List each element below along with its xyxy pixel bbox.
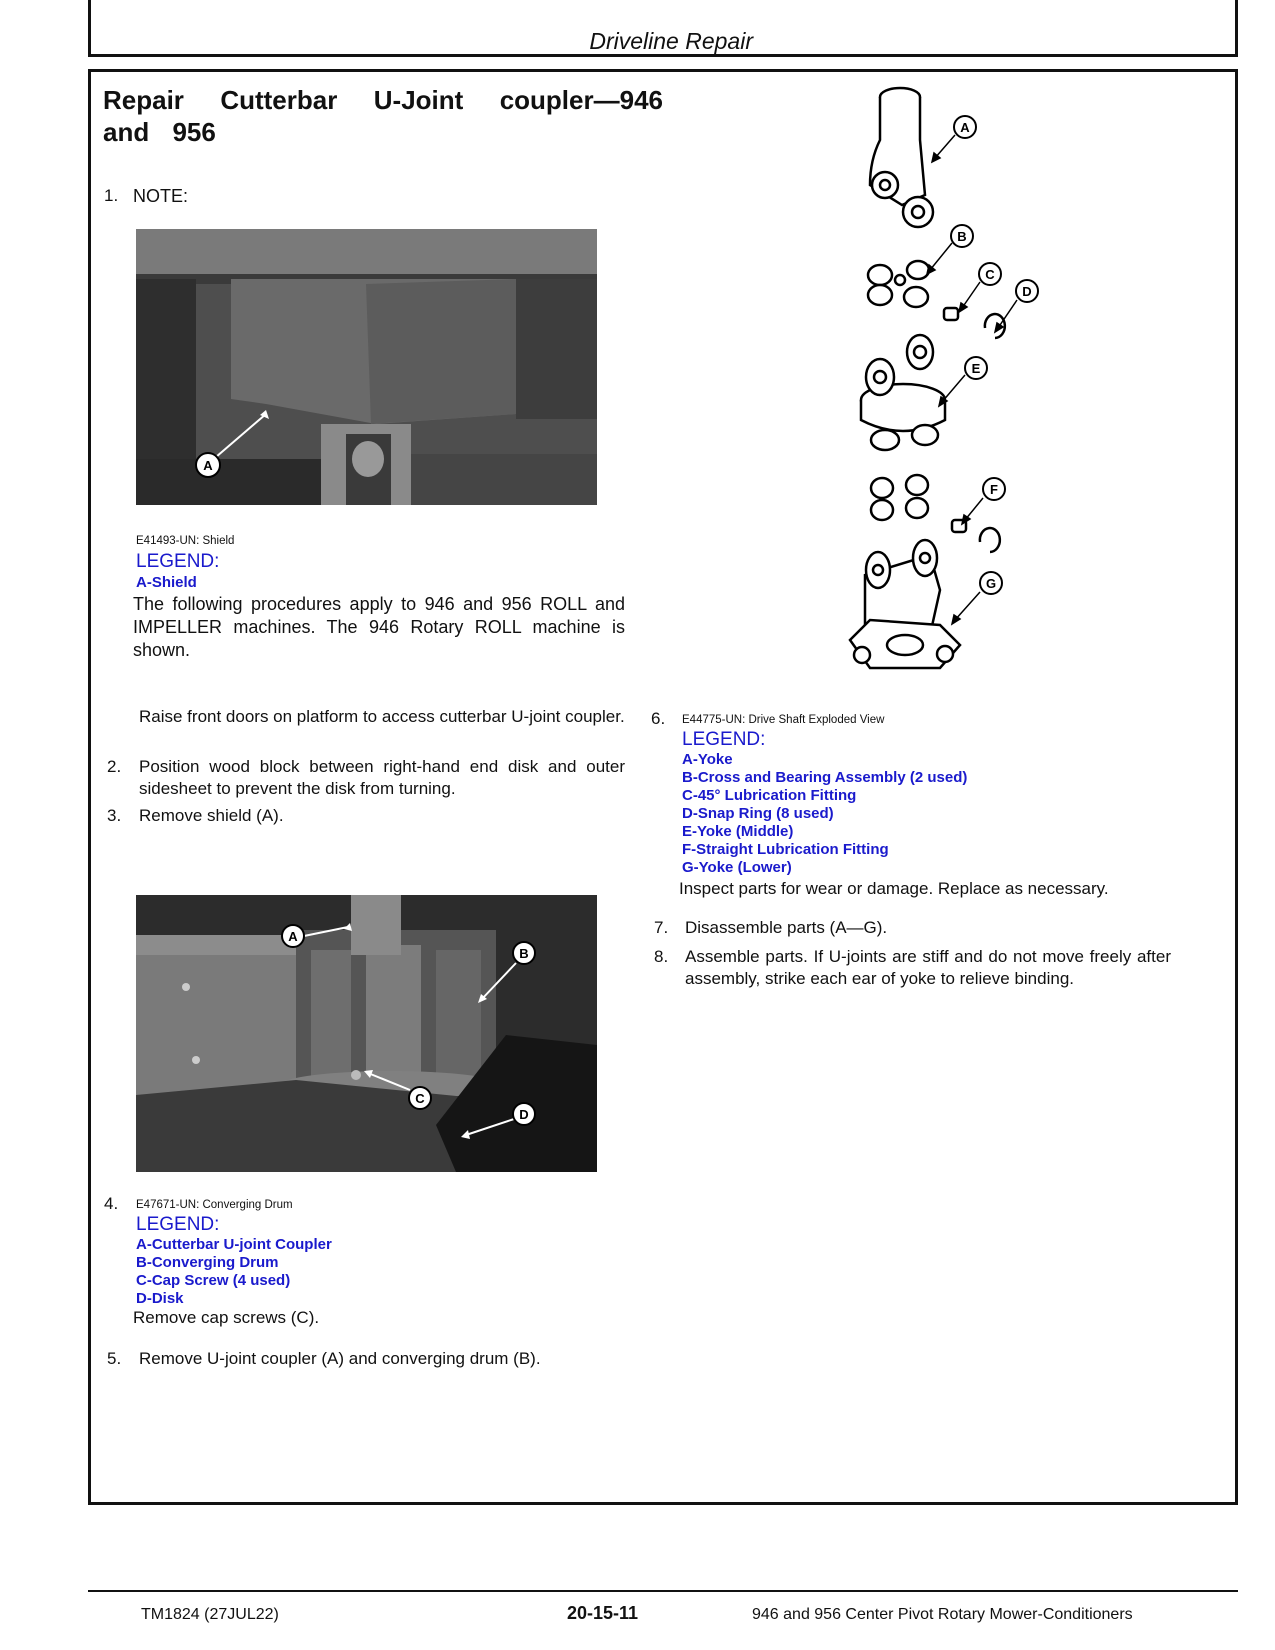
header-box	[88, 0, 1238, 57]
step-1-number: 1.	[104, 186, 119, 205]
fig2-legend-item-b: B-Converging Drum	[136, 1254, 279, 1271]
step-4-text: Remove cap screws (C).	[133, 1308, 320, 1327]
step-3-text: Remove shield (A).	[139, 806, 284, 825]
converging-drum-photo	[136, 895, 597, 1172]
fig1-legend-item: A-Shield	[136, 574, 197, 591]
fig3-callout-b: B	[957, 229, 967, 244]
fig2-legend-item-a: A-Cutterbar U-joint Coupler	[136, 1236, 332, 1253]
footer-product: 946 and 956 Center Pivot Rotary Mower-Conditioners	[752, 1606, 1133, 1623]
step-5-number: 5.	[107, 1349, 122, 1368]
step-5-text: Remove U-joint coupler (A) and converging drum (B).	[139, 1349, 541, 1368]
fig2-callout-d: D	[519, 1107, 529, 1122]
fig3-legend-item-g: G-Yoke (Lower)	[682, 859, 792, 876]
note-text: The following procedures apply to 946 and 956 ROLL and IMPELLER machines. The 946 Rotary ROLL machine is shown.	[133, 594, 625, 660]
step-8-text: Assemble parts. If U-joints are stiff and do not move freely after assembly, strike each ear of yoke to relieve binding.	[685, 947, 1171, 988]
section-title: Repair Cutterbar U-Joint coupler—946 and 956	[103, 85, 663, 147]
fig3-callout-a: A	[960, 120, 970, 135]
fig1-caption: E41493-UN: Shield	[136, 535, 235, 547]
fig3-callout-c: C	[985, 267, 995, 282]
shield-photo	[136, 229, 597, 505]
drive-shaft-exploded-diagram	[830, 80, 1060, 680]
step-2-number: 2.	[107, 757, 122, 776]
footer-page-number: 20-15-11	[567, 1603, 639, 1623]
step-6-number: 6.	[651, 709, 666, 728]
fig3-caption: E44775-UN: Drive Shaft Exploded View	[682, 714, 885, 726]
fig2-legend-item-c: C-Cap Screw (4 used)	[136, 1272, 291, 1289]
fig3-legend-item-f: F-Straight Lubrication Fitting	[682, 841, 889, 858]
step-8-number: 8.	[654, 947, 669, 966]
footer-doc-id: TM1824 (27JUL22)	[141, 1606, 279, 1623]
fig3-legend-item-e: E-Yoke (Middle)	[682, 823, 794, 840]
step-3-number: 3.	[107, 806, 122, 825]
fig3-callout-f: F	[990, 482, 998, 497]
fig1-legend-heading: LEGEND:	[136, 551, 220, 572]
fig1-callout-a: A	[203, 458, 213, 473]
fig2-callout-c: C	[415, 1091, 425, 1106]
fig2-callout-a: A	[288, 929, 298, 944]
step-4-number: 4.	[104, 1194, 119, 1213]
fig3-callout-d: D	[1022, 284, 1032, 299]
fig3-callout-g: G	[985, 576, 997, 591]
fig2-callout-b: B	[519, 946, 529, 961]
step-6-text: Inspect parts for wear or damage. Replace as necessary.	[679, 879, 1109, 898]
fig2-legend-heading: LEGEND:	[136, 1214, 220, 1235]
step-2-text: Position wood block between right-hand end disk and outer sidesheet to prevent the disk from turning.	[139, 757, 625, 798]
fig3-legend-item-c: C-45° Lubrication Fitting	[682, 787, 857, 804]
fig2-caption: E47671-UN: Converging Drum	[136, 1199, 293, 1211]
fig3-callout-e: E	[971, 361, 981, 376]
fig2-legend-item-d: D-Disk	[136, 1290, 184, 1307]
raise-doors-text: Raise front doors on platform to access cutterbar U-joint coupler.	[139, 707, 625, 726]
footer-rule	[88, 1590, 1238, 1592]
step-7-text: Disassemble parts (A—G).	[685, 918, 888, 937]
header-title: Driveline Repair	[589, 28, 753, 54]
fig3-legend-heading: LEGEND:	[682, 729, 766, 750]
fig3-legend-item-d: D-Snap Ring (8 used)	[682, 805, 834, 822]
fig3-legend-item-b: B-Cross and Bearing Assembly (2 used)	[682, 769, 968, 786]
step-7-number: 7.	[654, 918, 669, 937]
step-1-label: NOTE:	[133, 186, 189, 206]
fig3-legend-item-a: A-Yoke	[682, 751, 733, 768]
